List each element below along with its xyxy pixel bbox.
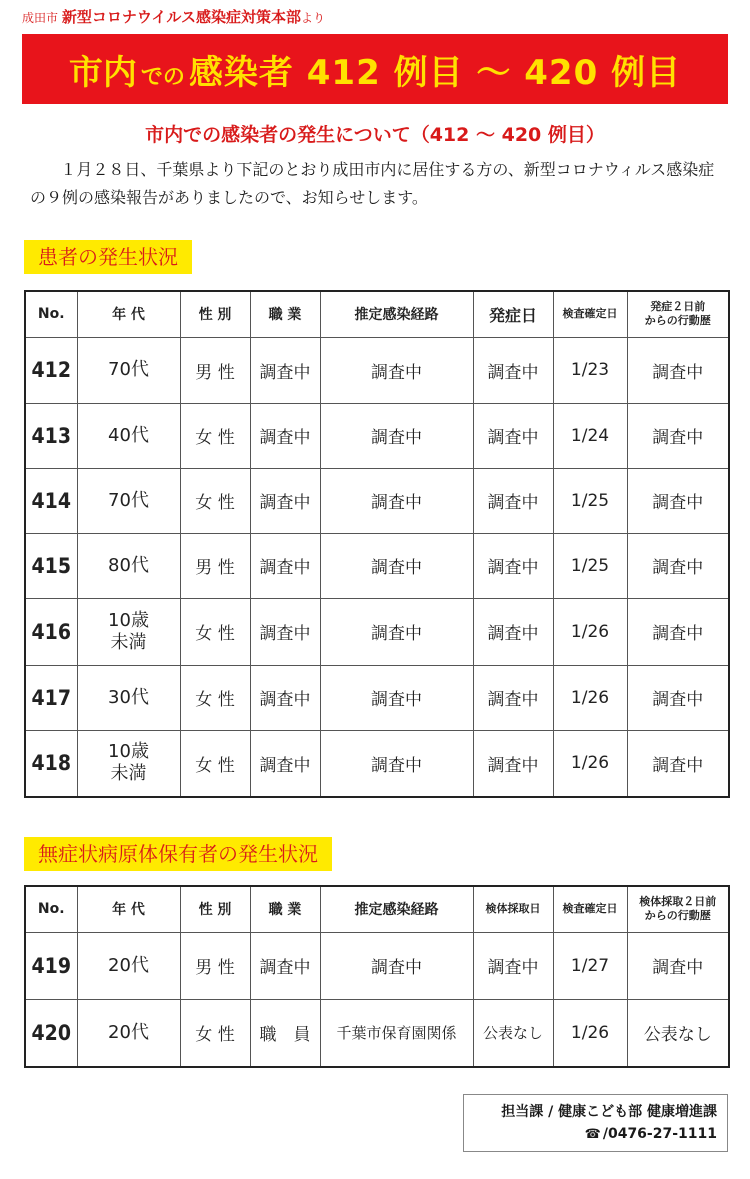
- table-row: [25, 403, 729, 468]
- row-onset: 調査中: [473, 533, 553, 598]
- col-history-line2: からの行動歴: [644, 909, 711, 923]
- table-row: [25, 665, 729, 730]
- col-history-line1: 検体採取２日前: [639, 895, 717, 909]
- row-sex: 女 性: [180, 468, 250, 533]
- row-no: 419: [25, 932, 77, 999]
- col-no: No.: [25, 886, 77, 932]
- contact-box: [463, 1094, 728, 1152]
- contact-phone-line: [464, 1123, 717, 1146]
- row-history: 調査中: [627, 598, 729, 665]
- row-age: 80代: [77, 533, 180, 598]
- subtitle: 市内での感染者の発生について（412 ～ 420 例目）: [145, 124, 605, 146]
- row-no: 416: [25, 598, 77, 665]
- row-route: 調査中: [320, 403, 473, 468]
- col-route: 推定感染経路: [320, 291, 473, 337]
- banner-part3: 感染者 412 例目 ～ 420 例目: [188, 52, 682, 93]
- row-no: 413: [25, 403, 77, 468]
- header-city: 成田市: [22, 11, 59, 25]
- patients-header-row: [25, 291, 729, 337]
- row-no: 414: [25, 468, 77, 533]
- intro-paragraph: １月２８日、千葉県より下記のとおり成田市内に居住する方の、新型コロナウィルス感染症の９例の感染報告がありましたので、お知らせします。: [30, 160, 715, 207]
- row-route: 調査中: [320, 337, 473, 403]
- row-route: 調査中: [320, 468, 473, 533]
- row-history: 調査中: [627, 730, 729, 797]
- row-sex: 男 性: [180, 533, 250, 598]
- carriers-header-row: [25, 886, 729, 932]
- patients-table: [24, 290, 730, 798]
- row-confirmed: 1/24: [553, 403, 627, 468]
- row-onset: 調査中: [473, 598, 553, 665]
- row-sex: 女 性: [180, 999, 250, 1067]
- row-job: 調査中: [250, 533, 320, 598]
- row-confirmed: 1/25: [553, 533, 627, 598]
- banner-part2: での: [140, 64, 185, 90]
- col-age: 年 代: [77, 886, 180, 932]
- row-onset: 調査中: [473, 403, 553, 468]
- row-sex: 男 性: [180, 337, 250, 403]
- header-org: 新型コロナウイルス感染症対策本部: [61, 8, 301, 26]
- row-age: 40代: [77, 403, 180, 468]
- header-suffix: より: [300, 11, 325, 25]
- row-sex: 男 性: [180, 932, 250, 999]
- row-route: 調査中: [320, 665, 473, 730]
- row-onset: 調査中: [473, 468, 553, 533]
- row-age: 20代: [77, 932, 180, 999]
- col-history-line2: からの行動歴: [644, 314, 711, 328]
- col-sex: 性 別: [180, 886, 250, 932]
- table-row: [25, 932, 729, 999]
- row-age: 70代: [77, 337, 180, 403]
- row-confirmed: 1/23: [553, 337, 627, 403]
- col-sample: 検体採取日: [473, 886, 553, 932]
- row-no: 418: [25, 730, 77, 797]
- row-history: 調査中: [627, 403, 729, 468]
- row-onset: 調査中: [473, 730, 553, 797]
- row-age: [77, 730, 180, 797]
- col-no: No.: [25, 291, 77, 337]
- row-route: 調査中: [320, 598, 473, 665]
- table-row: [25, 533, 729, 598]
- row-job: 職 員: [250, 999, 320, 1067]
- row-history: 調査中: [627, 533, 729, 598]
- row-route: 調査中: [320, 730, 473, 797]
- patients-section-label: 患者の発生状況: [24, 240, 192, 274]
- row-job: 調査中: [250, 730, 320, 797]
- row-confirmed: 1/25: [553, 468, 627, 533]
- row-job: 調査中: [250, 598, 320, 665]
- col-age: 年 代: [77, 291, 180, 337]
- row-sample: 調査中: [473, 932, 553, 999]
- row-sex: 女 性: [180, 665, 250, 730]
- row-sex: 女 性: [180, 598, 250, 665]
- row-confirmed: 1/26: [553, 999, 627, 1067]
- row-no: 415: [25, 533, 77, 598]
- table-row: [25, 598, 729, 665]
- row-age: 20代: [77, 999, 180, 1067]
- row-route: 千葉市保育園関係: [320, 999, 473, 1067]
- table-row: [25, 999, 729, 1067]
- col-history: [627, 886, 729, 932]
- col-job: 職 業: [250, 886, 320, 932]
- contact-dept: 担当課 / 健康こども部 健康増進課: [501, 1104, 717, 1120]
- row-confirmed: 1/26: [553, 598, 627, 665]
- row-job: 調査中: [250, 665, 320, 730]
- col-onset: 発症日: [473, 291, 553, 337]
- row-route: 調査中: [320, 533, 473, 598]
- row-history: 調査中: [627, 468, 729, 533]
- row-age: 70代: [77, 468, 180, 533]
- row-confirmed: 1/27: [553, 932, 627, 999]
- col-job: 職 業: [250, 291, 320, 337]
- row-job: 調査中: [250, 932, 320, 999]
- row-history: 公表なし: [627, 999, 729, 1067]
- row-sex: 女 性: [180, 403, 250, 468]
- row-onset: 調査中: [473, 337, 553, 403]
- row-confirmed: 1/26: [553, 730, 627, 797]
- row-job: 調査中: [250, 337, 320, 403]
- header-line: [22, 6, 325, 27]
- carriers-table: [24, 885, 730, 1068]
- title-banner: [22, 34, 728, 104]
- row-sex: 女 性: [180, 730, 250, 797]
- row-job: 調査中: [250, 403, 320, 468]
- table-row: [25, 337, 729, 403]
- row-age-line1: 10歳: [108, 741, 149, 763]
- col-sex: 性 別: [180, 291, 250, 337]
- col-confirmed: 検査確定日: [553, 886, 627, 932]
- row-age-line2: 未満: [110, 631, 147, 653]
- carriers-section-label: 無症状病原体保有者の発生状況: [24, 837, 332, 871]
- row-history: 調査中: [627, 932, 729, 999]
- row-age: 30代: [77, 665, 180, 730]
- row-age-line2: 未満: [110, 763, 147, 785]
- row-confirmed: 1/26: [553, 665, 627, 730]
- row-history: 調査中: [627, 337, 729, 403]
- phone-icon: ☎: [584, 1127, 601, 1142]
- row-no: 420: [25, 999, 77, 1067]
- row-job: 調査中: [250, 468, 320, 533]
- col-history: [627, 291, 729, 337]
- row-route: 調査中: [320, 932, 473, 999]
- row-no: 412: [25, 337, 77, 403]
- banner-part1: 市内: [68, 52, 137, 93]
- row-sample: 公表なし: [473, 999, 553, 1067]
- table-row: [25, 468, 729, 533]
- table-row: [25, 730, 729, 797]
- col-confirmed: 検査確定日: [553, 291, 627, 337]
- row-onset: 調査中: [473, 665, 553, 730]
- col-history-line1: 発症２日前: [650, 300, 706, 314]
- contact-phone: /0476-27-1111: [602, 1126, 717, 1142]
- row-age-line1: 10歳: [108, 609, 149, 631]
- col-route: 推定感染経路: [320, 886, 473, 932]
- row-no: 417: [25, 665, 77, 730]
- row-history: 調査中: [627, 665, 729, 730]
- row-age: [77, 598, 180, 665]
